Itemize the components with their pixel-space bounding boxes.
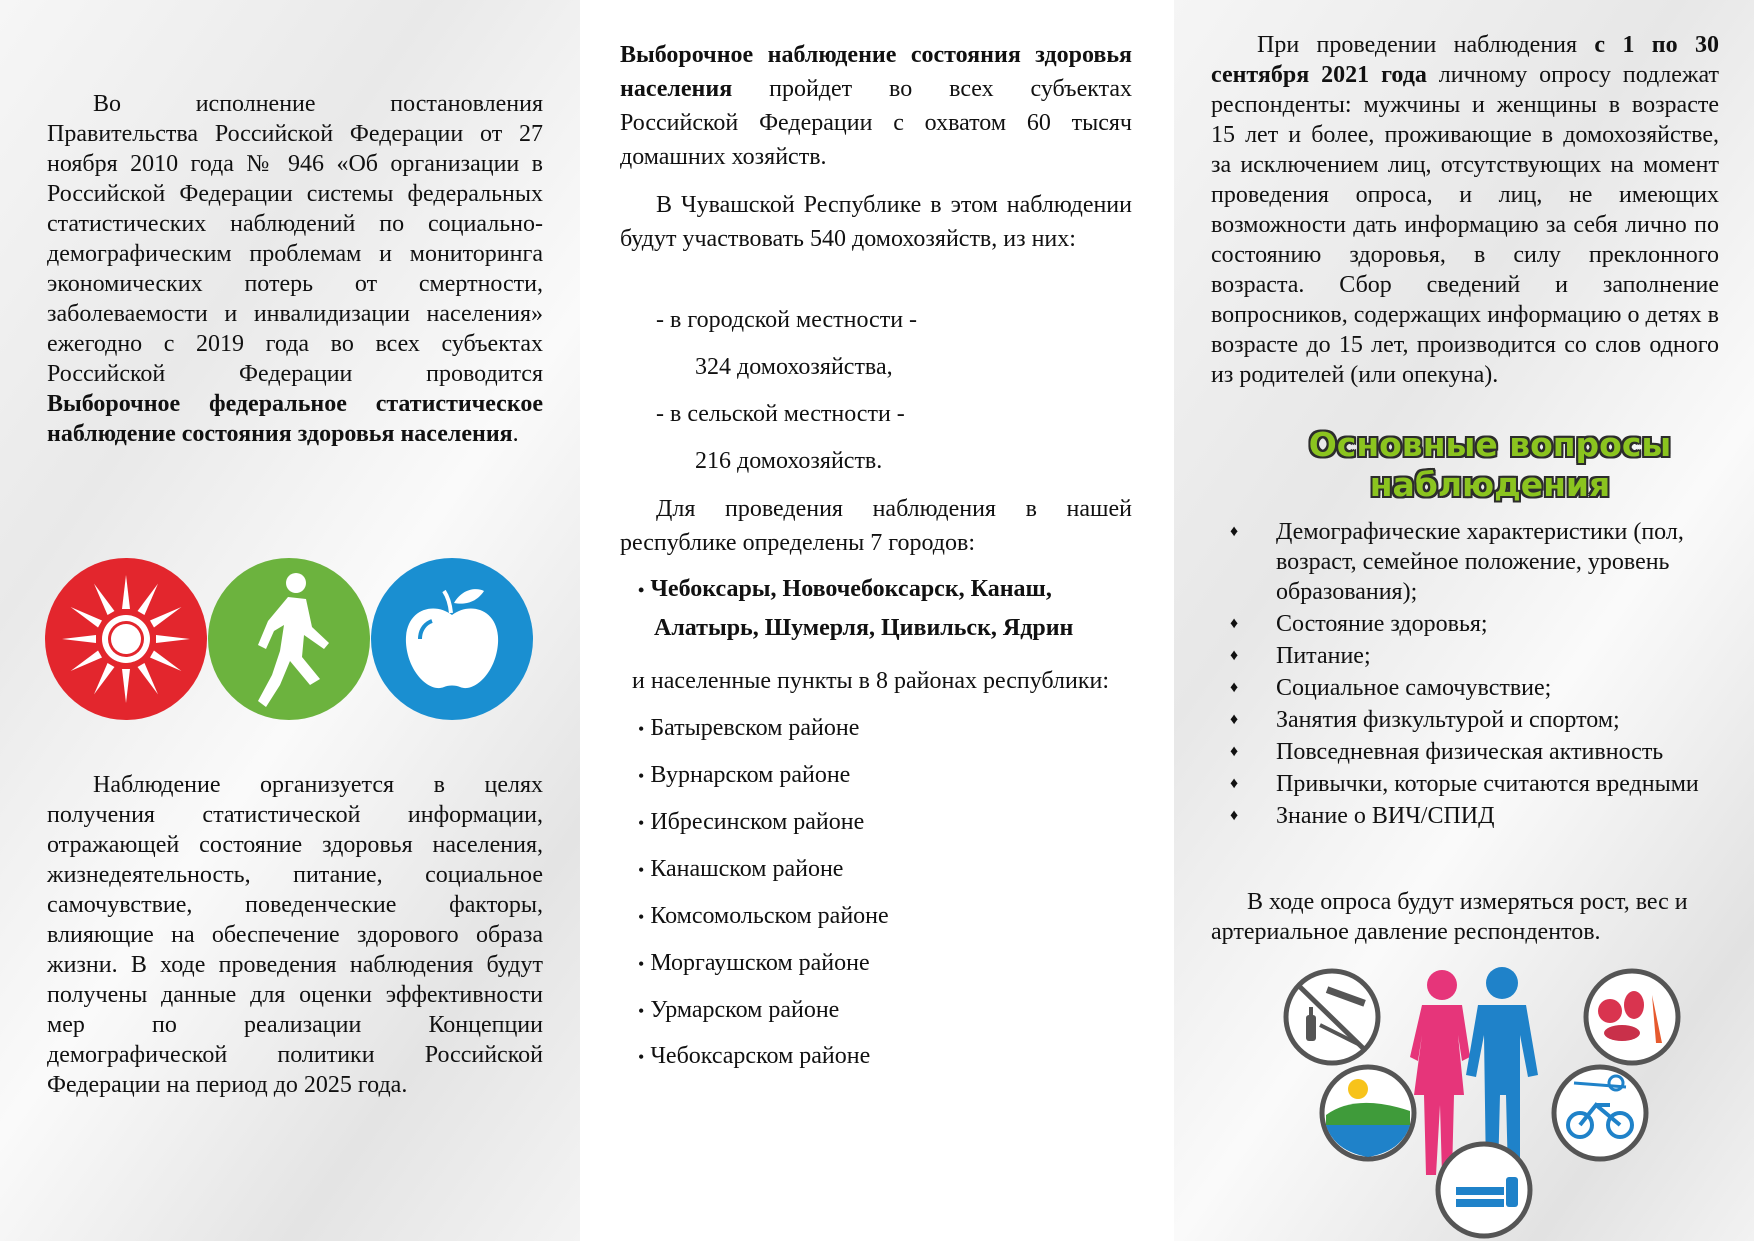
diamond-bullet-icon: ♦ (1230, 523, 1239, 540)
questions-heading (1210, 425, 1754, 505)
list-item: ♦ Повседневная физическая активность (1230, 739, 1664, 765)
middle-paragraph-3: Для проведения наблюдения в нашей республике определены 7 городов: (620, 496, 1132, 556)
sleep-icon (1438, 1144, 1530, 1236)
diamond-bullet-icon: ♦ (1230, 679, 1239, 696)
list-item: ♦ Социальное самочувствие; (1230, 675, 1552, 701)
diamond-bullet-icon: ♦ (1230, 743, 1239, 760)
list-item: ♦ Занятия физкультурой и спортом; (1230, 707, 1620, 733)
right-intro-a: При проведении наблюдения (1257, 32, 1595, 58)
diamond-bullet-icon: ♦ (1230, 775, 1239, 792)
questions-list (1222, 517, 1732, 833)
rural-value: 216 домохозяйств. (695, 448, 883, 474)
district-item: • Канашском районе (638, 856, 844, 882)
list-item: ♦ Состояние здоровья; (1230, 611, 1488, 637)
survey-icons-group (1270, 965, 1700, 1240)
right-intro-b: личному опросу подлежат респонденты: мужчины и женщины в возрасте 15 лет и более, проживающие в домохозяйстве, за исключением лиц, отсутствующих на момент проведения опроса, и лиц, не имеющих возможности дать информацию за себя лично по состоянию здоровья, в силу преклонного возраста. Сбор сведений и заполнение вопросников, содержащих информацию о детях в возрасте до 15 лет, производится со слов одного из родителей (или опекуна). (1211, 62, 1719, 388)
measurement-paragraph: В ходе опроса будут измеряться рост, вес и артериальное давление респондентов. (1211, 889, 1688, 945)
sun-icon (45, 558, 207, 720)
left-intro-paragraph (47, 89, 543, 449)
rural-label: - в сельской местности - (656, 401, 905, 427)
districts-intro: и населенные пункты в 8 районах республики: (632, 668, 1110, 694)
list-item: ♦ Демографические характеристики (пол, возраст, семейное положение, уровень образования); (1230, 519, 1684, 605)
list-item: ♦ Питание; (1230, 643, 1371, 669)
urban-value: 324 домохозяйства, (695, 354, 893, 380)
middle-p1-bold: Выборочное наблюдение состояния здоровья населения (620, 42, 1132, 102)
district-item: • Ибресинском районе (638, 809, 865, 835)
right-intro-paragraph (1211, 30, 1719, 390)
cities-line-1 (638, 576, 1052, 603)
left-intro-end: . (512, 421, 519, 447)
district-item: • Моргаушском районе (638, 950, 870, 976)
runner-icon (208, 558, 370, 720)
health-icons-group (44, 557, 534, 722)
district-item: • Комсомольском районе (638, 903, 889, 929)
list-item: ♦ Привычки, которые считаются вредными (1230, 771, 1699, 797)
apple-icon (371, 558, 533, 720)
middle-paragraph-1 (620, 38, 1132, 174)
district-item: • Урмарском районе (638, 997, 840, 1023)
woman-icon (1410, 970, 1470, 1175)
nature-icon (1322, 1067, 1414, 1159)
no-smoking-alcohol-icon (1286, 971, 1378, 1063)
urban-label: - в городской местности - (656, 307, 918, 333)
heading-line-1: Основные вопросы (1308, 425, 1672, 464)
list-item: ♦ Знание о ВИЧ/СПИД (1230, 803, 1495, 829)
cities-line-2: Алатырь, Шумерля, Цивильск, Ядрин (654, 615, 1074, 641)
middle-p1-rest: пройдет во всех субъектах Российской Федерации с охватом 60 тысяч домашних хозяйств. (620, 76, 1132, 170)
heading-line-2: наблюдения (1369, 465, 1611, 504)
diamond-bullet-icon: ♦ (1230, 711, 1239, 728)
bicycle-icon (1554, 1067, 1646, 1159)
diamond-bullet-icon: ♦ (1230, 647, 1239, 664)
district-item: • Батыревском районе (638, 715, 860, 741)
diamond-bullet-icon: ♦ (1230, 615, 1239, 632)
cities-text-1: Чебоксары, Новочебоксарск, Канаш, (650, 576, 1052, 602)
left-intro-text: Во исполнение постановления Правительства Российской Федерации от 27 ноября 2010 года № 946 «Об организации в Российской Федерации системы федеральных статистических наблюдений по социально-демографическим проблемам и мониторинга экономических потерь от смертности, заболеваемости и инвалидизации населения» ежегодно с 2019 года во всех субъектах Российской Федерации проводится (47, 91, 543, 387)
right-intro-dates: с 1 по 30 сентября 2021 года (1211, 32, 1719, 88)
left-goal-paragraph: Наблюдение организуется в целях получения статистической информации, отражающей состояние здоровья населения, жизнедеятельность, питание, социальное самочувствие, поведенческие факторы, влияющие на обеспечение здорового образа жизни. В ходе проведения наблюдения будут получены данные для оценки эффективности мер по реализации Концепции демографической политики Российской Федерации на период до 2025 года. (47, 772, 543, 1098)
middle-paragraph-2: В Чувашской Республике в этом наблюдении будут участвовать 540 домохозяйств, из них: (620, 192, 1132, 252)
district-item: • Чебоксарском районе (638, 1043, 871, 1069)
food-icon (1586, 971, 1678, 1063)
left-intro-bold: Выборочное федеральное статистическое наблюдение состояния здоровья населения (47, 391, 543, 447)
district-item: • Вурнарском районе (638, 762, 851, 788)
diamond-bullet-icon: ♦ (1230, 807, 1239, 824)
city-bullet: • (638, 580, 645, 600)
